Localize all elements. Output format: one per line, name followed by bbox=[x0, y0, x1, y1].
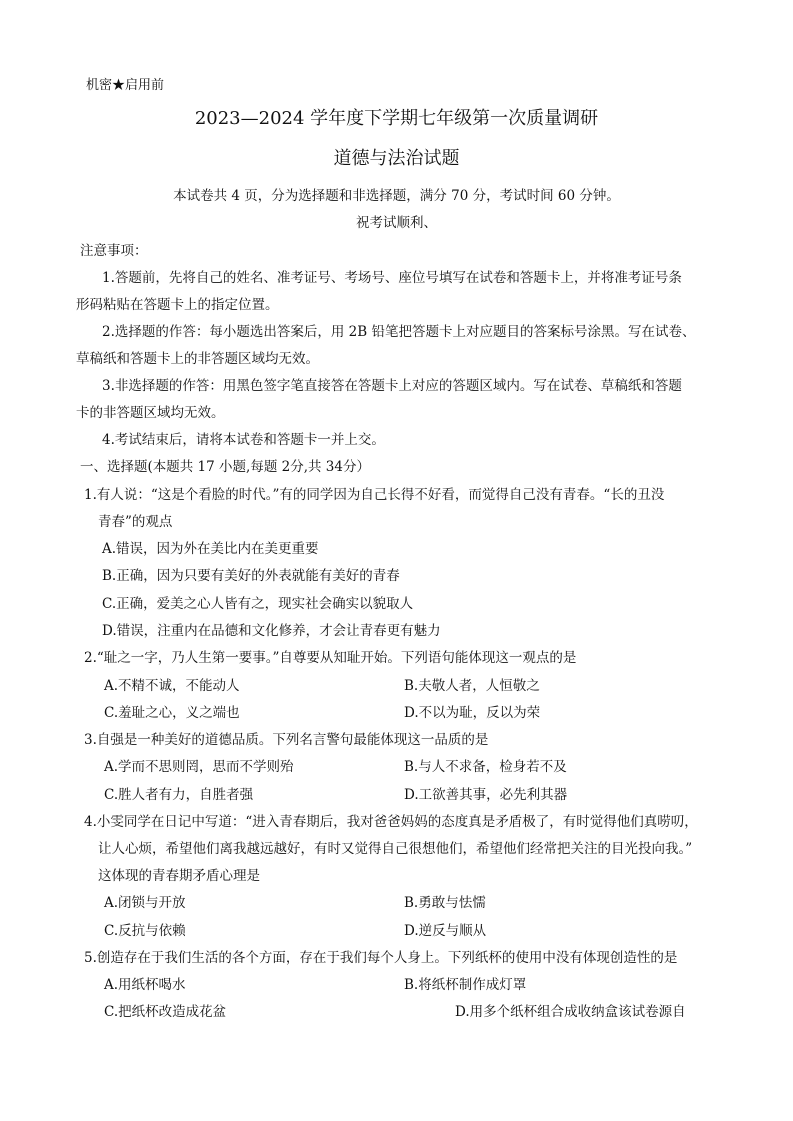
question-5-option-b: B.将纸杯制作成灯罩 bbox=[404, 977, 527, 993]
notice-item-1-line-1: 1.答题前，先将自己的姓名、准考证号、考场号、座位号填写在试卷和答题卡上，并将准考证号条 bbox=[102, 270, 682, 286]
question-5-option-a: A.用纸杯喝水 bbox=[104, 977, 186, 993]
exam-wish: 祝考试顺利、 bbox=[356, 215, 437, 231]
question-2-option-a: A.不精不诚，不能动人 bbox=[104, 678, 240, 694]
exam-title: 2023—2024 学年度下学期七年级第一次质量调研 bbox=[194, 108, 599, 129]
subject-title: 道德与法治试题 bbox=[333, 148, 460, 169]
section-heading: 一、选择题(本题共 17 小题,每题 2分,共 34分） bbox=[80, 459, 370, 475]
question-4-stem-line-3: 这体现的青春期矛盾心理是 bbox=[98, 868, 260, 884]
question-4-stem-line-1: 4.小雯同学在日记中写道：“进入青春期后，我对爸爸妈妈的态度真是矛盾极了，有时觉得他们真唠叨， bbox=[84, 814, 698, 830]
question-3-option-c: C.胜人者有力，自胜者强 bbox=[104, 787, 254, 803]
question-3-stem: 3.自强是一种美好的道德品质。下列名言警句最能体现这一品质的是 bbox=[84, 732, 489, 748]
question-4-stem-line-2: 让人心烦，希望他们离我越远越好，有时又觉得自己很想他们，希望他们经常把关注的目光投向我。” bbox=[98, 841, 693, 857]
notice-heading: 注意事项： bbox=[80, 243, 148, 259]
question-2-option-c: C.羞耻之心，义之端也 bbox=[104, 705, 240, 721]
question-4-option-c: C.反抗与依赖 bbox=[104, 923, 186, 939]
notice-item-2-line-2: 草稿纸和答题卡上的非答题区域均无效。 bbox=[76, 351, 319, 367]
question-1-option-a: A.错误，因为外在美比内在美更重要 bbox=[102, 541, 319, 557]
question-4-option-a: A.闭锁与开放 bbox=[104, 895, 186, 911]
confidential-label: 机密★启用前 bbox=[86, 78, 165, 93]
question-1-stem-line-1: 1.有人说：“这是个看脸的时代。”有的同学因为自己长得不好看，而觉得自己没有青春。“长的丑没 bbox=[84, 487, 665, 503]
notice-item-3-line-2: 卡的非答题区域均无效。 bbox=[76, 405, 225, 421]
exam-info: 本试卷共 4 页，分为选择题和非选择题，满分 70 分，考试时间 60 分钟。 bbox=[173, 188, 620, 204]
question-1-option-d: D.错误，注重内在品德和文化修养，才会让青春更有魅力 bbox=[102, 623, 441, 639]
question-2-option-d: D.不以为耻，反以为荣 bbox=[404, 705, 541, 721]
question-1-option-b: B.正确，因为只要有美好的外表就能有美好的青春 bbox=[102, 568, 400, 584]
question-5-stem: 5.创造存在于我们生活的各个方面，存在于我们每个人身上。下列纸杯的使用中没有体现创造性的是 bbox=[84, 950, 678, 966]
question-2-option-b: B.夫敬人者，人恒敬之 bbox=[404, 678, 540, 694]
question-1-stem-line-2: 青春”的观点 bbox=[98, 514, 173, 530]
question-1-option-c: C.正确，爱美之心人皆有之，现实社会确实以貌取人 bbox=[102, 596, 414, 612]
notice-item-4: 4.考试结束后，请将本试卷和答题卡一并上交。 bbox=[102, 432, 385, 448]
notice-item-2-line-1: 2.选择题的作答：每小题选出答案后，用 2B 铅笔把答题卡上对应题目的答案标号涂黑。写在试卷、 bbox=[102, 324, 696, 340]
question-4-option-d: D.逆反与顺从 bbox=[404, 923, 487, 939]
question-3-option-a: A.学而不思则罔，思而不学则殆 bbox=[104, 759, 294, 775]
question-3-option-d: D.工欲善其事，必先利其器 bbox=[404, 787, 568, 803]
question-3-option-b: B.与人不求备，检身若不及 bbox=[404, 759, 567, 775]
question-5-option-d: D.用多个纸杯组合成收纳盒该试卷源自 bbox=[455, 1004, 686, 1020]
question-4-option-b: B.勇敢与怯懦 bbox=[404, 895, 486, 911]
question-2-stem: 2.“耻之一字，乃人生第一要事。”自尊要从知耻开始。下列语句能体现这一观点的是 bbox=[84, 650, 577, 666]
notice-item-1-line-2: 形码粘贴在答题卡上的指定位置。 bbox=[76, 297, 279, 313]
notice-item-3-line-1: 3.非选择题的作答：用黑色签字笔直接答在答题卡上对应的答题区域内。写在试卷、草稿纸和答题 bbox=[102, 378, 682, 394]
question-5-option-c: C.把纸杯改造成花盆 bbox=[104, 1004, 227, 1020]
